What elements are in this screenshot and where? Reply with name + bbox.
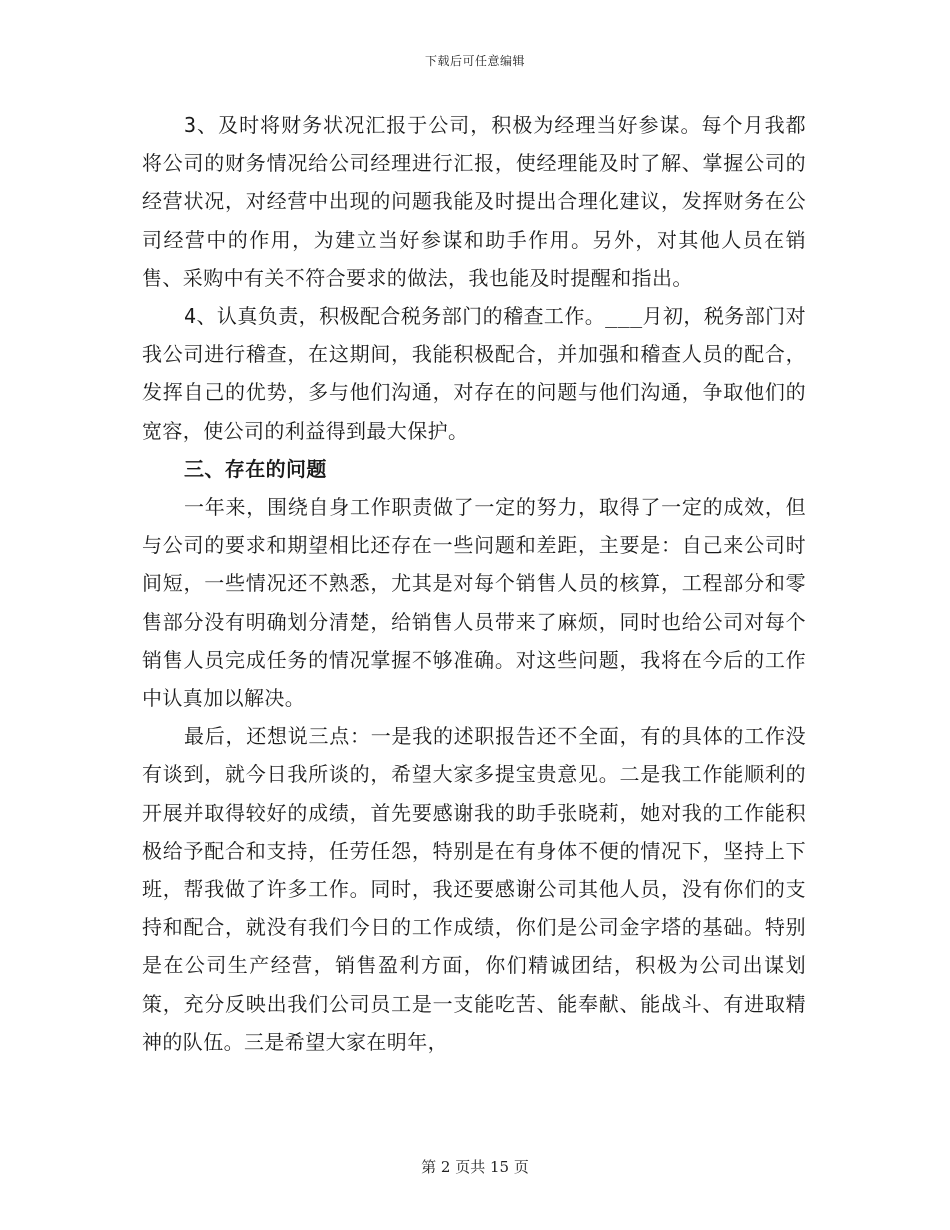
page-header: 下载后可任意编辑 [424, 54, 525, 68]
section-heading-problems: 三、存在的问题 [184, 456, 327, 481]
document-body [142, 106, 806, 1061]
paragraph-closing: 最后，还想说三点：一是我的述职报告还不全面，有的具体的工作没有谈到，就今日我所谈的，希望大家多提宝贵意见。二是我工作能顺利的开展并取得较好的成绩，首先要感谢我的助手张晓莉，她对我的工作能积极给予配合和支持，任劳任怨，特别是在有身体不便的情况下，坚持上下班，帮我做了许多工作。同时，我还要感谢公司其他人员，没有你们的支持和配合，就没有我们今日的工作成绩，你们是公司金字塔的基础。特别是在公司生产经营，销售盈利方面，你们精诚团结，积极为公司出谋划策，充分反映出我们公司员工是一支能吃苦、能奉献、能战斗、有进取精神的队伍。三是希望大家在明年， [142, 724, 806, 1054]
page-number: 第 2 页共 15 页 [421, 1158, 529, 1176]
paragraph-problems: 一年来，围绕自身工作职责做了一定的努力，取得了一定的成效，但与公司的要求和期望相比还存在一些问题和差距，主要是：自己来公司时间短，一些情况还不熟悉，尤其是对每个销售人员的核算，工程部分和零售部分没有明确划分清楚，给销售人员带来了麻烦，同时也给公司对每个销售人员完成任务的情况掌握不够准确。对这些问题，我将在今后的工作中认真加以解决。 [142, 495, 806, 711]
paragraph-tax-audit: 4、认真负责，积极配合税务部门的稽查工作。___月初，税务部门对我公司进行稽查，在这期间，我能积极配合，并加强和稽查人员的配合，发挥自己的优势，多与他们沟通，对存在的问题与他们沟通，争取他们的宽容，使公司的利益得到最大保护。 [142, 304, 806, 443]
paragraph-financial-reporting: 3、及时将财务状况汇报于公司，积极为经理当好参谋。每个月我都将公司的财务情况给公司经理进行汇报，使经理能及时了解、掌握公司的经营状况，对经营中出现的问题我能及时提出合理化建议，发挥财务在公司经营中的作用，为建立当好参谋和助手作用。另外，对其他人员在销售、采购中有关不符合要求的做法，我也能及时提醒和指出。 [142, 113, 806, 290]
